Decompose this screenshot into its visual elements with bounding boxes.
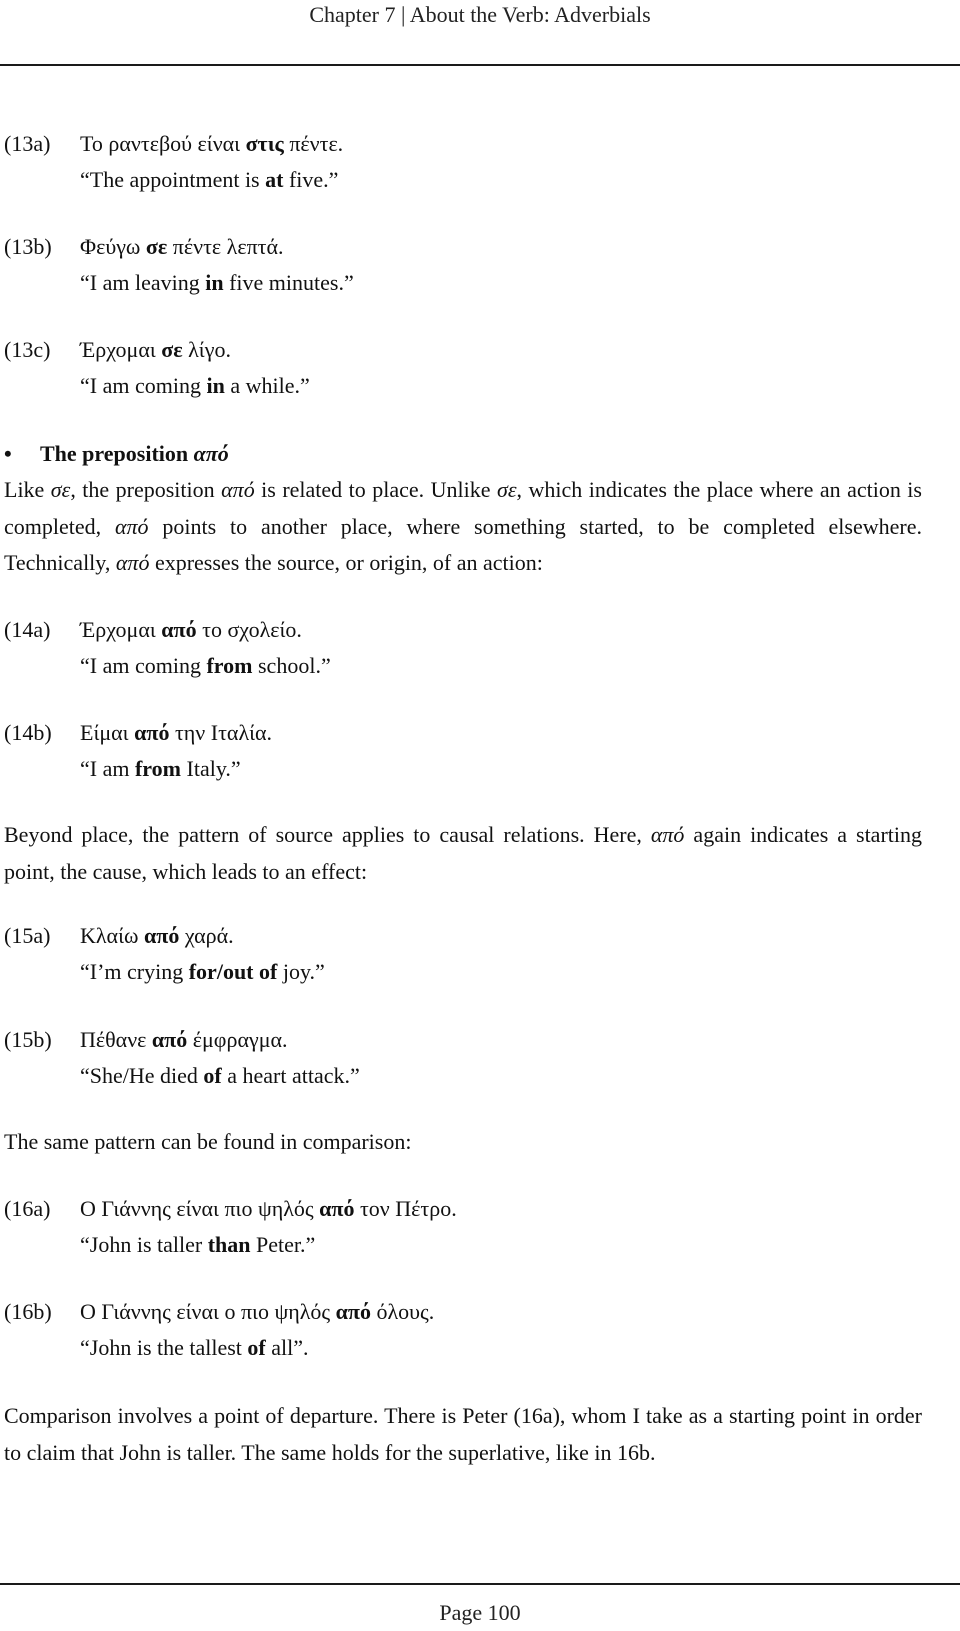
example-number: (13c) <box>4 337 51 362</box>
greek-sentence: Είμαι από την Ιταλία. <box>80 720 273 745</box>
paragraph-apo-cause: Beyond place, the pattern of source applies to causal relations. Here, από again indicates a starting point, the cause, which leads to an effect: <box>4 822 922 884</box>
english-translation: “I am coming in a while.” <box>80 373 310 398</box>
running-header: Chapter 7 | About the Verb: Adverbials <box>309 2 651 27</box>
paragraph-apo-place: Like σε, the preposition από is related to place. Unlike σε, which indicates the place where an action is completed, από points to another place, where something started, to be completed elsewhere. Technically, από expresses the source, or origin, of an action: <box>4 477 922 575</box>
example-number: (16a) <box>4 1196 51 1221</box>
greek-sentence: Έρχομαι από το σχολείο. <box>80 617 302 642</box>
english-translation: “John is taller than Peter.” <box>80 1232 316 1257</box>
english-translation: “I am coming from school.” <box>80 653 331 678</box>
paragraph-comparison-departure: Comparison involves a point of departure. There is Peter (16a), whom I take as a starting point in order to claim that John is taller. The same holds for the superlative, like in 16b. <box>4 1403 922 1465</box>
page-number: Page 100 <box>439 1600 521 1625</box>
example-number: (14a) <box>4 617 51 642</box>
english-translation: “I am from Italy.” <box>80 756 241 781</box>
greek-sentence: Ο Γιάννης είναι ο πιο ψηλός από όλους. <box>80 1299 435 1324</box>
greek-sentence: Κλαίω από χαρά. <box>80 923 234 948</box>
greek-sentence: Φεύγω σε πέντε λεπτά. <box>80 234 284 259</box>
greek-sentence: Πέθανε από έμφραγμα. <box>80 1027 288 1052</box>
english-translation: “She/He died of a heart attack.” <box>80 1063 360 1088</box>
footer-rule <box>0 1583 960 1585</box>
bullet-icon: • <box>4 441 12 466</box>
example-number: (14b) <box>4 720 52 745</box>
example-number: (13a) <box>4 131 51 156</box>
greek-sentence: Έρχομαι σε λίγο. <box>80 337 231 362</box>
english-translation: “I am leaving in five minutes.” <box>80 270 354 295</box>
header-rule <box>0 64 960 66</box>
example-number: (16b) <box>4 1299 52 1324</box>
example-number: (15a) <box>4 923 51 948</box>
english-translation: “I’m crying for/out of joy.” <box>80 959 325 984</box>
greek-sentence: Το ραντεβού είναι στις πέντε. <box>80 131 344 156</box>
example-number: (15b) <box>4 1027 52 1052</box>
greek-sentence: Ο Γιάννης είναι πιο ψηλός από τον Πέτρο. <box>80 1196 457 1221</box>
paragraph-comparison-intro: The same pattern can be found in comparison: <box>4 1129 412 1154</box>
section-heading-text: The preposition από <box>40 441 229 466</box>
example-number: (13b) <box>4 234 52 259</box>
english-translation: “John is the tallest of all”. <box>80 1335 309 1360</box>
english-translation: “The appointment is at five.” <box>80 167 339 192</box>
